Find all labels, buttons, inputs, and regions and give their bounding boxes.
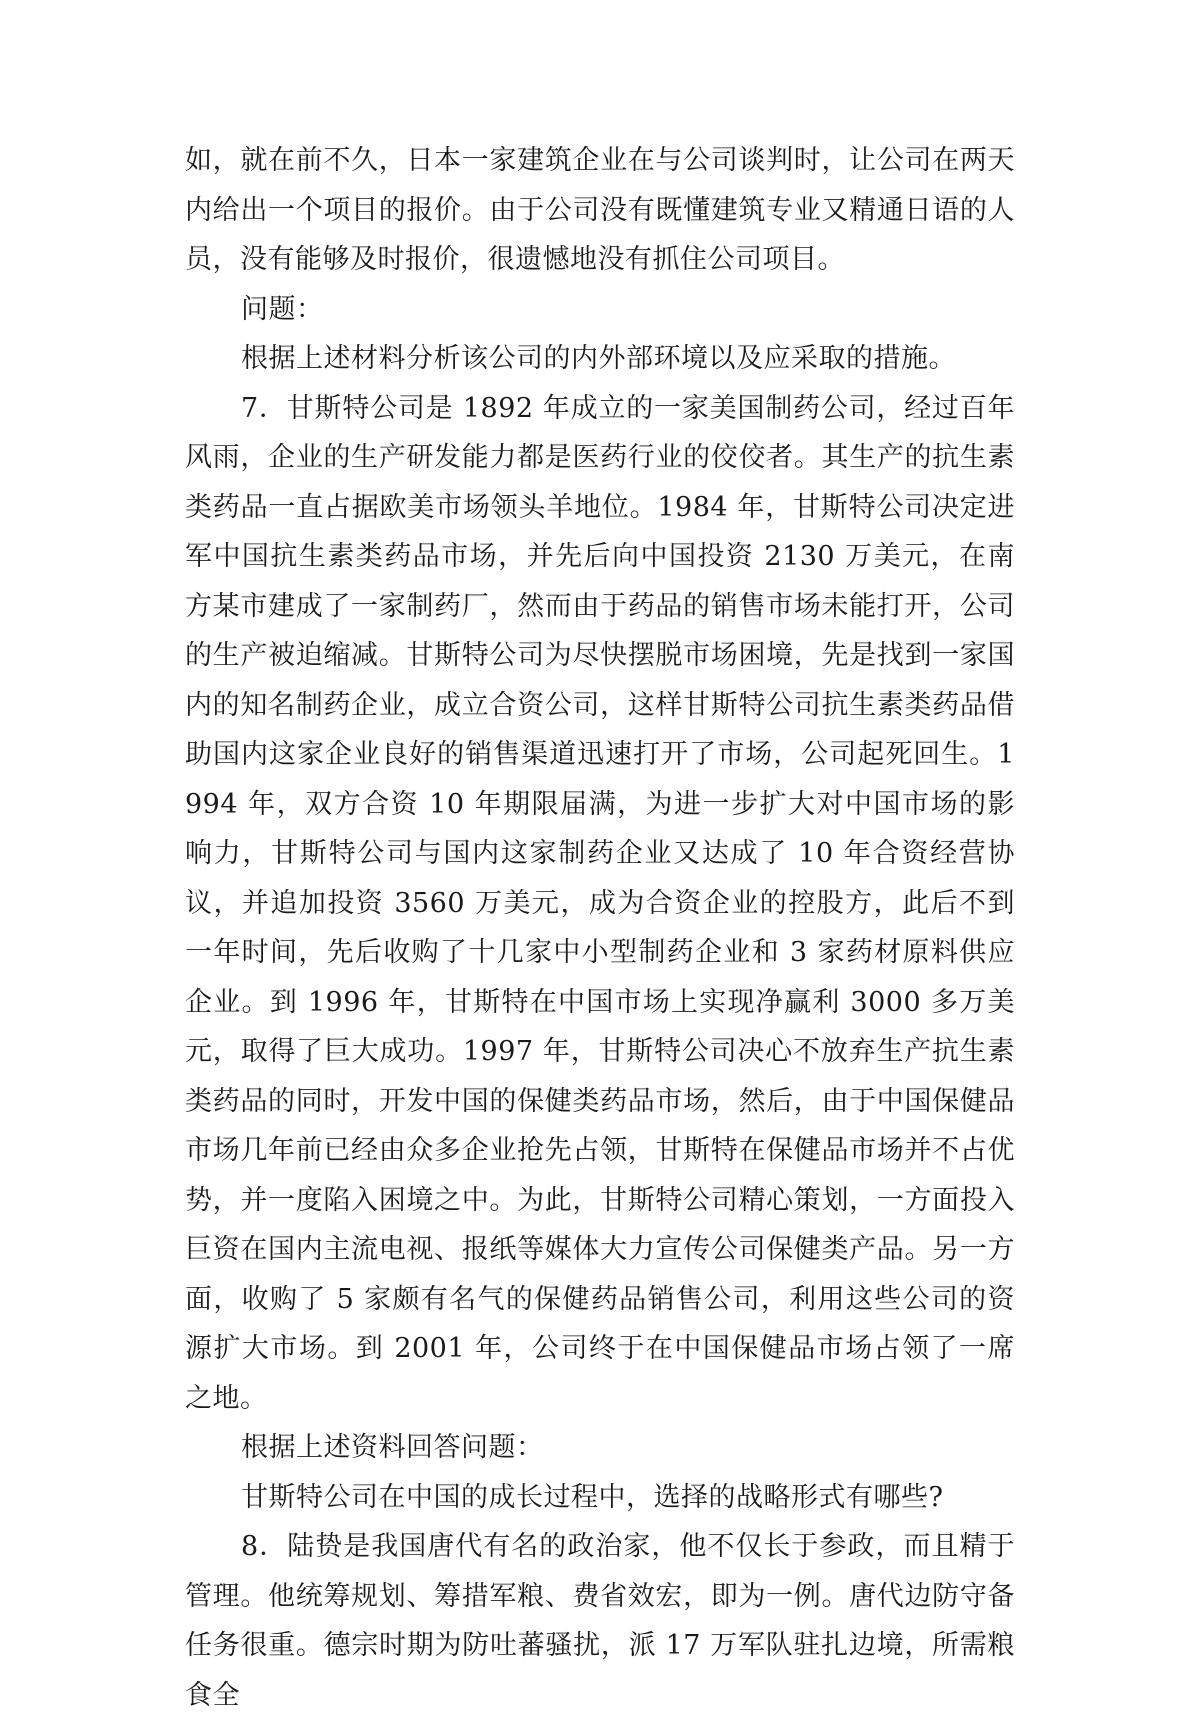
- document-body: [185, 136, 1015, 1720]
- paragraph-answer-prompt: 根据上述资料回答问题：: [241, 1432, 544, 1463]
- paragraph-case-8: 8．陆贽是我国唐代有名的政治家，他不仅长于参政，而且精于管理。他统筹规划、筹措军粮、费省效宏，即为一例。唐代边防守备任务很重。德宗时期为防吐蕃骚扰，派 17 万军队驻扎边境，所需粮食全: [185, 1531, 1015, 1711]
- paragraph-question-label: 问题：: [241, 293, 324, 325]
- paragraph-intro-continuation: 如，就在前不久，日本一家建筑企业在与公司谈判时，让公司在两天内给出一个项目的报价。由于公司没有既懂建筑专业又精通日语的人员，没有能够及时报价，很遗憾地没有抓住公司项目。: [185, 145, 1015, 275]
- paragraph-question-7: 甘斯特公司在中国的成长过程中，选择的战略形式有哪些?: [241, 1481, 944, 1513]
- paragraph-case-7: 7．甘斯特公司是 1892 年成立的一家美国制药公司，经过百年风雨，企业的生产研发能力都是医药行业的佼佼者。其生产的抗生素类药品一直占据欧美市场领头羊地位。1984 年，甘斯特公司决定进军中国抗生素类药品市场，并先后向中国投资 2130 万美元，在南方某市建成了一家制药厂，然而由于药品的销售市场未能打开，公司的生产被迫缩减。甘斯特公司为尽快摆脱市场困境，先是找到一家国内的知名制药企业，成立合资公司，这样甘斯特公司抗生素类药品借助国内这家企业良好的销售渠道迅速打开了市场，公司起死回生。1994 年，双方合资 10 年期限届满，为进一步扩大对中国市场的影响力，甘斯特公司与国内这家制药企业又达成了 10 年合资经营协议，并追加投资 3560 万美元，成为合资企业的控股方，此后不到一年时间，先后收购了十几家中小型制药企业和 3 家药材原料供应企业。到 1996 年，甘斯特在中国市场上实现净赢利 3000 多万美元，取得了巨大成功。1997 年，甘斯特公司决心不放弃生产抗生素类药品的同时，开发中国的保健类药品市场，然后，由于中国保健品市场几年前已经由众多企业抢先占领，甘斯特在保健品市场并不占优势，并一度陷入困境之中。为此，甘斯特公司精心策划，一方面投入巨资在国内主流电视、报纸等媒体大力宣传公司保健类产品。另一方面，收购了 5 家颇有名气的保健药品销售公司，利用这些公司的资源扩大市场。到 2001 年，公司终于在中国保健品市场占领了一席之地。: [185, 392, 1015, 1414]
- paragraph-question-6: 根据上述材料分析该公司的内外部环境以及应采取的措施。: [241, 343, 956, 374]
